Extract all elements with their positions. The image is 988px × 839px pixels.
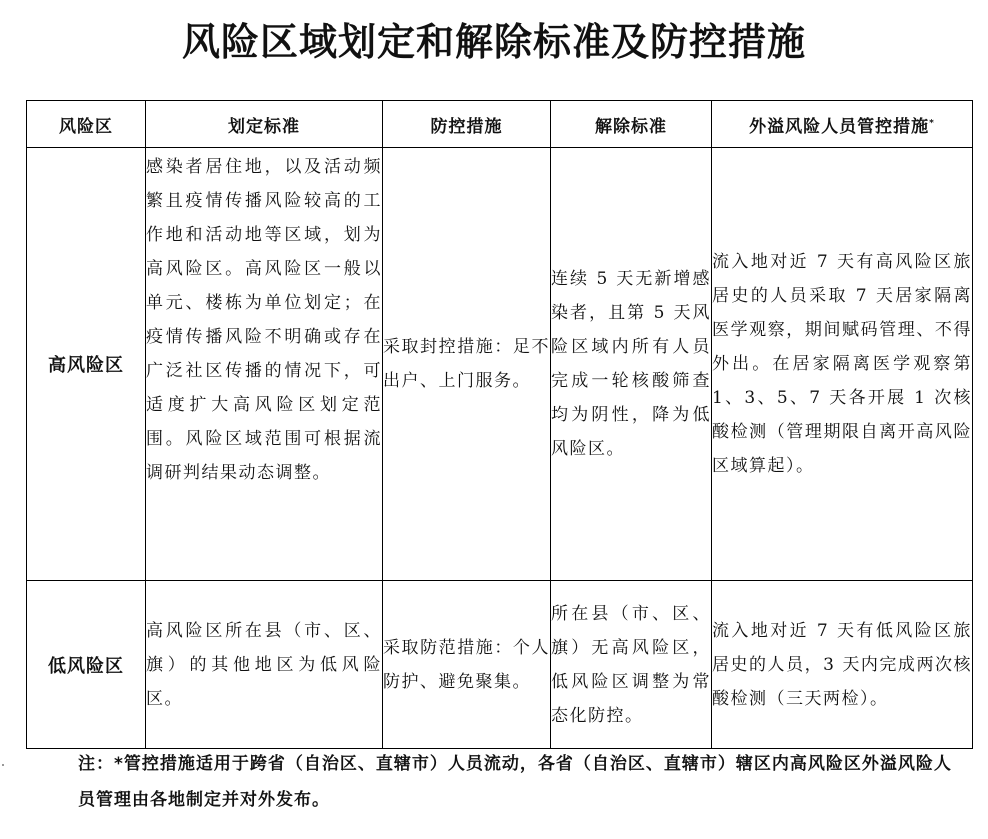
high-risk-criteria [146, 148, 383, 581]
header-overflow-mark: * [929, 117, 935, 128]
header-risk-area: 风险区 [27, 101, 146, 148]
low-risk-overflow: 流入地对近 7 天有低风险区旅居史的人员，3 天内完成两次核酸检测（三天两检）。 [712, 581, 973, 749]
low-risk-release: 所在县（市、区、旗）无高风险区，低风险区调整为常态化防控。 [551, 581, 712, 749]
header-criteria: 划定标准 [146, 101, 383, 148]
row-label-low-risk: 低风险区 [27, 581, 146, 749]
scan-mark [2, 764, 4, 766]
high-risk-release: 连续 5 天无新增感染者，且第 5 天风险区域内所有人员完成一轮核酸筛查均为阴性，降为低风险区。 [551, 148, 712, 581]
header-measures: 防控措施 [383, 101, 551, 148]
header-overflow: 外溢风险人员管控措施 [749, 116, 930, 137]
risk-area-table [26, 100, 973, 749]
row-label-high-risk: 高风险区 [27, 148, 146, 581]
high-risk-overflow: 流入地对近 7 天有高风险区旅居史的人员采取 7 天居家隔离医学观察，期间赋码管理、不得外出。在居家隔离医学观察第1、3、5、7 天各开展 1 次核酸检测（管理期限自离开高风险区域算起）。 [712, 148, 973, 581]
header-overflow-cell [712, 101, 973, 148]
table-row-high-risk [27, 148, 973, 581]
low-risk-criteria: 高风险区所在县（市、区、旗）的其他地区为低风险区。 [146, 581, 383, 749]
low-risk-measures: 采取防范措施：个人防护、避免聚集。 [383, 581, 551, 749]
document-title: 风险区域划定和解除标准及防控措施 [181, 19, 806, 64]
table-header-row [27, 101, 973, 148]
header-release: 解除标准 [551, 101, 712, 148]
footnote: 注：*管控措施适用于跨省（自治区、直辖市）人员流动，各省（自治区、直辖市）辖区内高风险区外溢风险人员管理由各地制定并对外发布。 [78, 754, 952, 810]
high-risk-measures: 采取封控措施：足不出户、上门服务。 [383, 148, 551, 581]
table-row-low-risk [27, 581, 973, 749]
high-risk-criteria-text: 感染者居住地，以及活动频繁且疫情传播风险较高的工作地和活动地等区域，划为高风险区。高风险区一般以单元、楼栋为单位划定；在疫情传播风险不明确或存在广泛社区传播的情况下，可适度扩大高风险区划定范围。风险区域范围可根据流调研判结果动态调整。 [146, 157, 382, 483]
